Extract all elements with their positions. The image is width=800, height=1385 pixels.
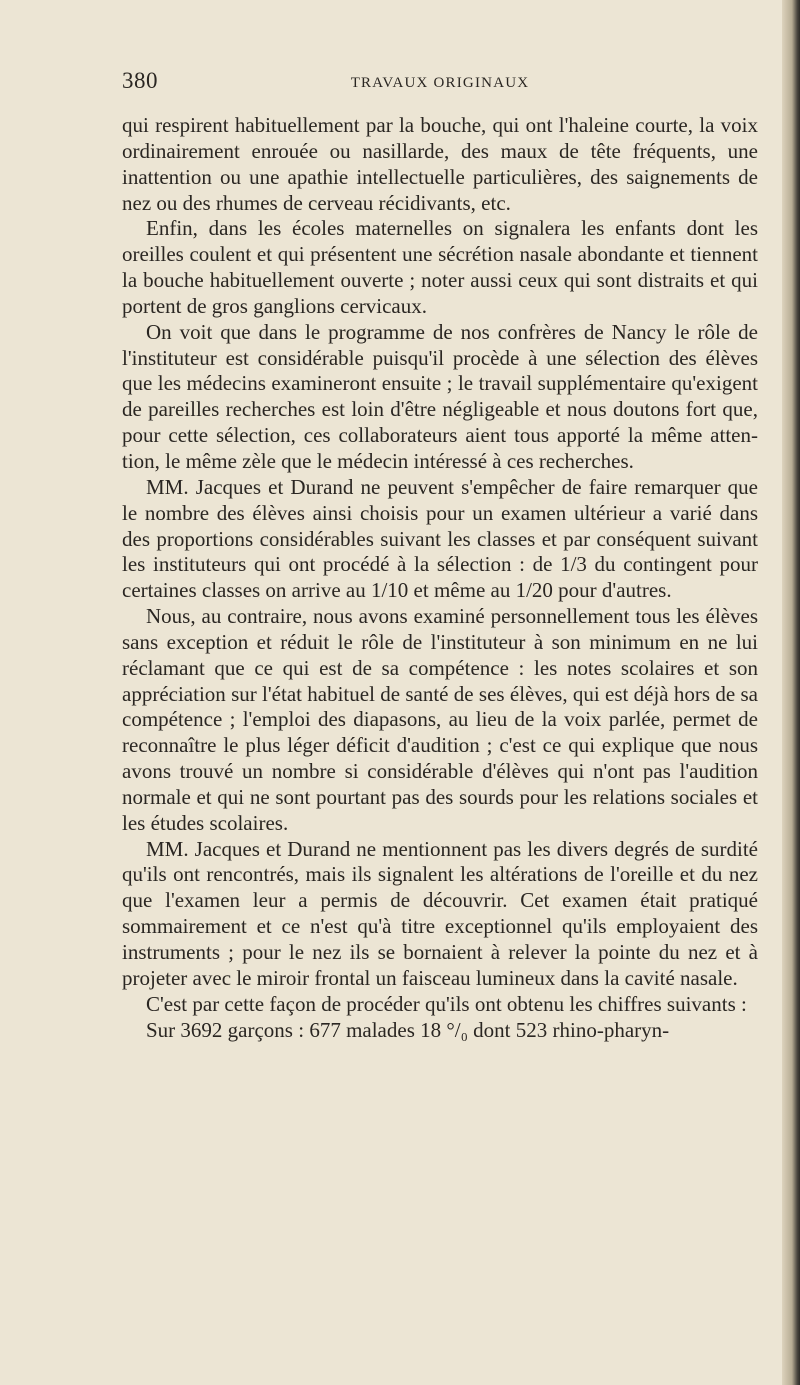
paragraph-examen-personnel: Nous, au contraire, nous avons examiné personnellement tous les élèves sans exception et réduit le rôle de l'instituteur à son minimum en ne lui réclamant que ce qui est de sa compétence : les notes scolaires et son appréciation sur l'état habituel de santé de ses élèves, qui est déjà hors de sa compétence ; l'emploi des diapasons, au lieu de la voix parlée, permet de reconnaître le plus léger déficit d'audition ; c'est ce qui explique que nous avons trouvé un nombre si considérable d'élèves qui n'ont pas l'audition normale et qui ne sont pourtant pas des sourds pour les relations sociales et les études scolaires. [122, 604, 758, 835]
page-number: 380 [122, 68, 158, 93]
page-edge-shadow [782, 0, 800, 1385]
paragraph-ecoles-maternelles: Enfin, dans les écoles maternelles on signalera les enfants dont les oreilles coulent et qui présentent une sécrétion nasale abondante et tiennent la bouche habituellement ouverte ; noter aussi ceux qui sont distraits et qui portent de gros ganglions cervicaux. [122, 216, 758, 318]
page-header [122, 68, 758, 104]
paragraph-role-instituteur: On voit que dans le programme de nos confrères de Nancy le rôle de l'instituteur est considérable puisqu'il procède à une sélection des élèves que les médecins examineront ensuite ; le travail supplémentaire qu'exigent de pareilles recherches est loin d'être négligeable et nous doutons fort que, pour cette sélection, ces collaborateurs aient tous apporté la même attention, le même zèle que le médecin intéressé à ces recherches. [122, 319, 758, 473]
paragraph-chiffres-intro: C'est par cette façon de procéder qu'ils ont obtenu les chiffres suivants : [146, 991, 747, 1016]
paragraph-alterations: MM. Jacques et Durand ne mentionnent pas les divers degrés de surdité qu'ils ont rencontrés, mais ils signalent les altérations de l'oreille et du nez que l'examen leur a permis de découvrir. Cet examen était pratiqué sommairement et ce n'est qu'à titre exceptionnel qu'ils employaient des instruments ; pour le nez ils se bornaient à relever la pointe du nez et à projeter avec le miroir frontal un faisceau lumineux dans la cavité nasale. [122, 836, 758, 990]
paragraph-continuation: qui respirent habituellement par la bouche, qui ont l'haleine courte, la voix ordinairement enrouée ou nasillarde, des maux de tête fréquents, une inattention ou une apathie intellectuelle particulières, des saignements de nez ou des rhumes de cerveau récidivants, etc. [122, 113, 758, 215]
paragraph-statistiques: Sur 3692 garçons : 677 malades 18 °/₀ dont 523 rhino-pharyn- [146, 1017, 670, 1042]
body-text [122, 113, 758, 1043]
paragraph-jacques-durand-selection: MM. Jacques et Durand ne peuvent s'empêcher de faire remarquer que le nombre des élèves ainsi choisis pour un examen ultérieur a varié dans des proportions considérables suivant les classes et par conséquent suivant les instituteurs qui ont procédé à la sélection : de 1/3 du contingent pour certaines classes on arrive au 1/10 et même au 1/20 pour d'autres. [122, 474, 758, 603]
running-title: TRAVAUX ORIGINAUX [350, 75, 530, 91]
